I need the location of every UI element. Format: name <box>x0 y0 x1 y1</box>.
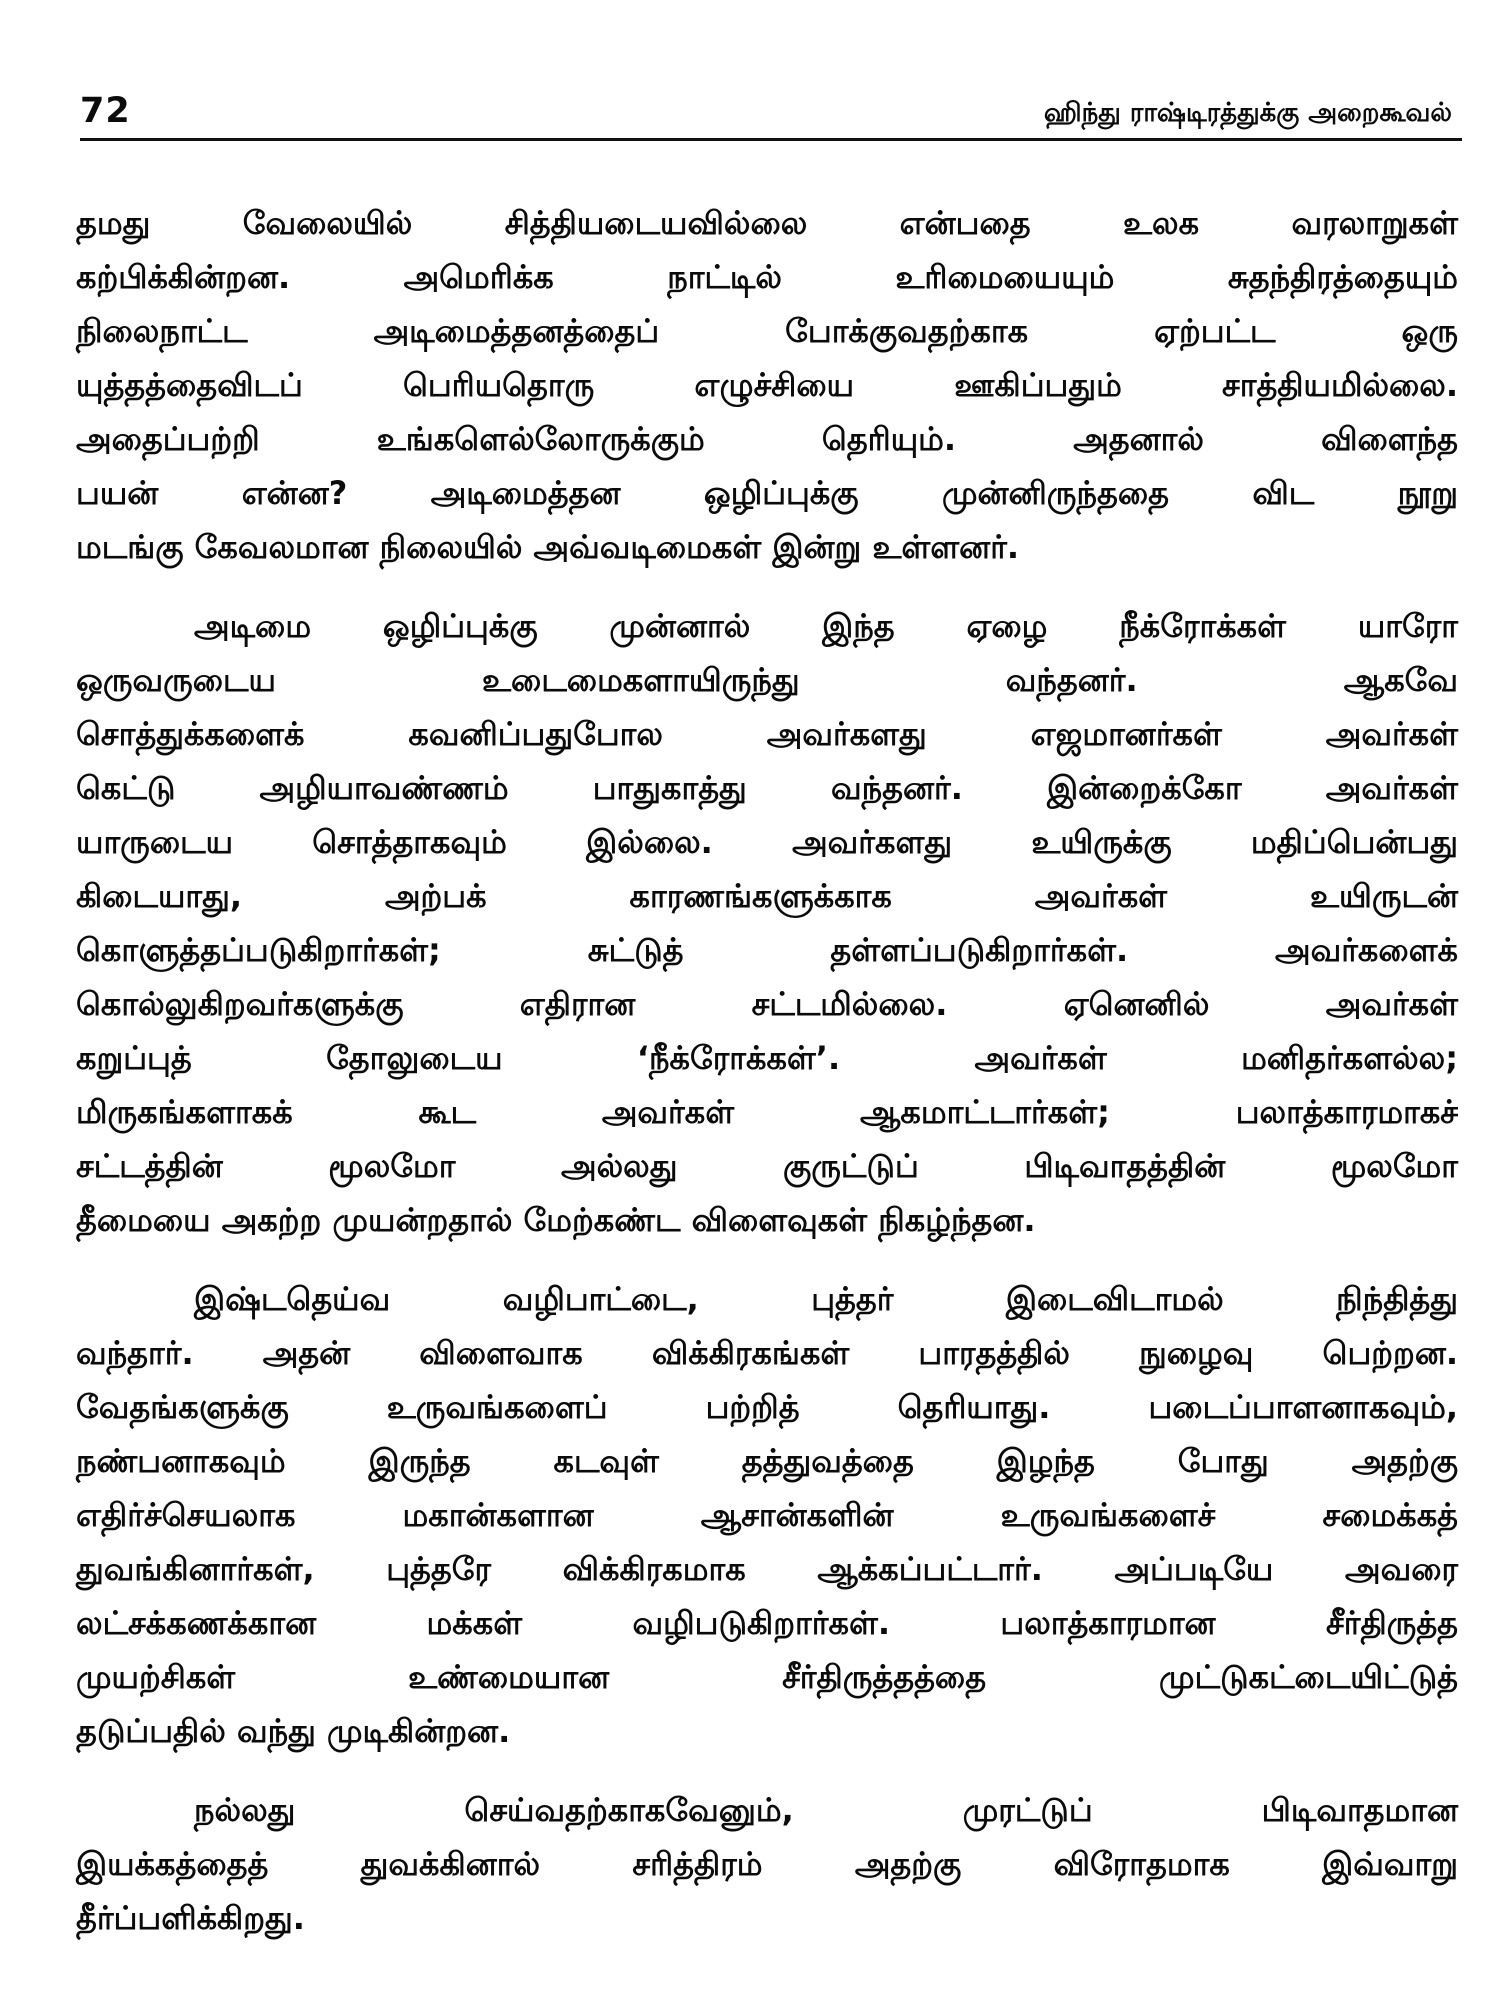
paragraph <box>76 1783 1458 1945</box>
text-line: சட்டத்தின் மூலமோ அல்லது குருட்டுப் பிடிவாதத்தின் மூலமோ <box>76 1147 1458 1185</box>
page-number: 72 <box>80 91 131 131</box>
text-line: கெட்டு அழியாவண்ணம் பாதுகாத்து வந்தனர். இன்றைக்கோ அவர்கள் <box>76 769 1458 807</box>
text-line: தமது வேலையில் சித்தியடையவில்லை என்பதை உலக வரலாறுகள் <box>76 204 1458 242</box>
text-line: வந்தார். அதன் விளைவாக விக்கிரகங்கள் பாரதத்தில் நுழைவு பெற்றன. <box>76 1334 1458 1372</box>
text-line: கொளுத்தப்படுகிறார்கள்; சுட்டுத் தள்ளப்படுகிறார்கள். அவர்களைக் <box>76 931 1458 969</box>
text-line: மடங்கு கேவலமான நிலையில் அவ்வடிமைகள் இன்று உள்ளனர். <box>76 528 1020 566</box>
text-line: தீமையை அகற்ற முயன்றதால் மேற்கண்ட விளைவுகள் நிகழ்ந்தன. <box>76 1201 1036 1239</box>
text-line: மிருகங்களாகக் கூட அவர்கள் ஆகமாட்டார்கள்; பலாத்காரமாகச் <box>76 1093 1458 1131</box>
paragraph <box>76 196 1458 574</box>
text-line: அதைப்பற்றி உங்களெல்லோருக்கும் தெரியும். அதனால் விளைந்த <box>76 420 1458 458</box>
text-line: யுத்தத்தைவிடப் பெரியதொரு எழுச்சியை ஊகிப்பதும் சாத்தியமில்லை. <box>76 366 1458 404</box>
text-line: முயற்சிகள் உண்மையான சீர்திருத்தத்தை முட்டுகட்டையிட்டுத் <box>76 1658 1458 1696</box>
text-line: கறுப்புத் தோலுடைய ‘நீக்ரோக்கள்’. அவர்கள் மனிதர்களல்ல; <box>76 1039 1458 1077</box>
text-line: வேதங்களுக்கு உருவங்களைப் பற்றித் தெரியாது. படைப்பாளனாகவும், <box>76 1388 1458 1426</box>
paragraph <box>76 599 1458 1247</box>
text-line: கிடையாது, அற்பக் காரணங்களுக்காக அவர்கள் உயிருடன் <box>76 877 1458 915</box>
text-line: சொத்துக்களைக் கவனிப்பதுபோல அவர்களது எஜமானர்கள் அவர்கள் <box>76 715 1458 753</box>
text-line: ஒருவருடைய உடைமைகளாயிருந்து வந்தனர். ஆகவே <box>76 661 1458 699</box>
text-line: இஷ்டதெய்வ வழிபாட்டை, புத்தர் இடைவிடாமல் நிந்தித்து <box>194 1280 1458 1318</box>
text-line: அடிமை ஒழிப்புக்கு முன்னால் இந்த ஏழை நீக்ரோக்கள் யாரோ <box>194 607 1458 645</box>
text-line: எதிர்ச்செயலாக மகான்களான ஆசான்களின் உருவங்களைச் சமைக்கத் <box>76 1496 1458 1534</box>
text-line: கொல்லுகிறவர்களுக்கு எதிரான சட்டமில்லை. ஏனெனில் அவர்கள் <box>76 985 1458 1023</box>
text-line: நிலைநாட்ட அடிமைத்தனத்தைப் போக்குவதற்காக ஏற்பட்ட ஒரு <box>76 312 1458 350</box>
running-title: ஹிந்து ராஷ்டிரத்துக்கு அறைகூவல் <box>1043 98 1452 128</box>
text-line: கற்பிக்கின்றன. அமெரிக்க நாட்டில் உரிமையையும் சுதந்திரத்தையும் <box>76 258 1458 296</box>
text-line: தடுப்பதில் வந்து முடிகின்றன. <box>76 1712 511 1750</box>
text-line: தீர்ப்பளிக்கிறது. <box>76 1899 305 1937</box>
text-line: நண்பனாகவும் இருந்த கடவுள் தத்துவத்தை இழந்த போது அதற்கு <box>76 1442 1458 1480</box>
paragraph <box>76 1272 1458 1758</box>
text-line: துவங்கினார்கள், புத்தரே விக்கிரகமாக ஆக்கப்பட்டார். அப்படியே அவரை <box>76 1550 1458 1588</box>
text-line: லட்சக்கணக்கான மக்கள் வழிபடுகிறார்கள். பலாத்காரமான சீர்திருத்த <box>76 1604 1458 1642</box>
text-line: பயன் என்ன? அடிமைத்தன ஒழிப்புக்கு முன்னிருந்ததை விட நூறு <box>76 474 1458 512</box>
text-line: இயக்கத்தைத் துவக்கினால் சரித்திரம் அதற்கு விரோதமாக இவ்வாறு <box>76 1845 1458 1883</box>
running-header <box>80 92 1462 141</box>
body-text <box>76 196 1458 1970</box>
text-line: நல்லது செய்வதற்காகவேனும், முரட்டுப் பிடிவாதமான <box>194 1791 1458 1829</box>
text-line: யாருடைய சொத்தாகவும் இல்லை. அவர்களது உயிருக்கு மதிப்பென்பது <box>76 823 1458 861</box>
